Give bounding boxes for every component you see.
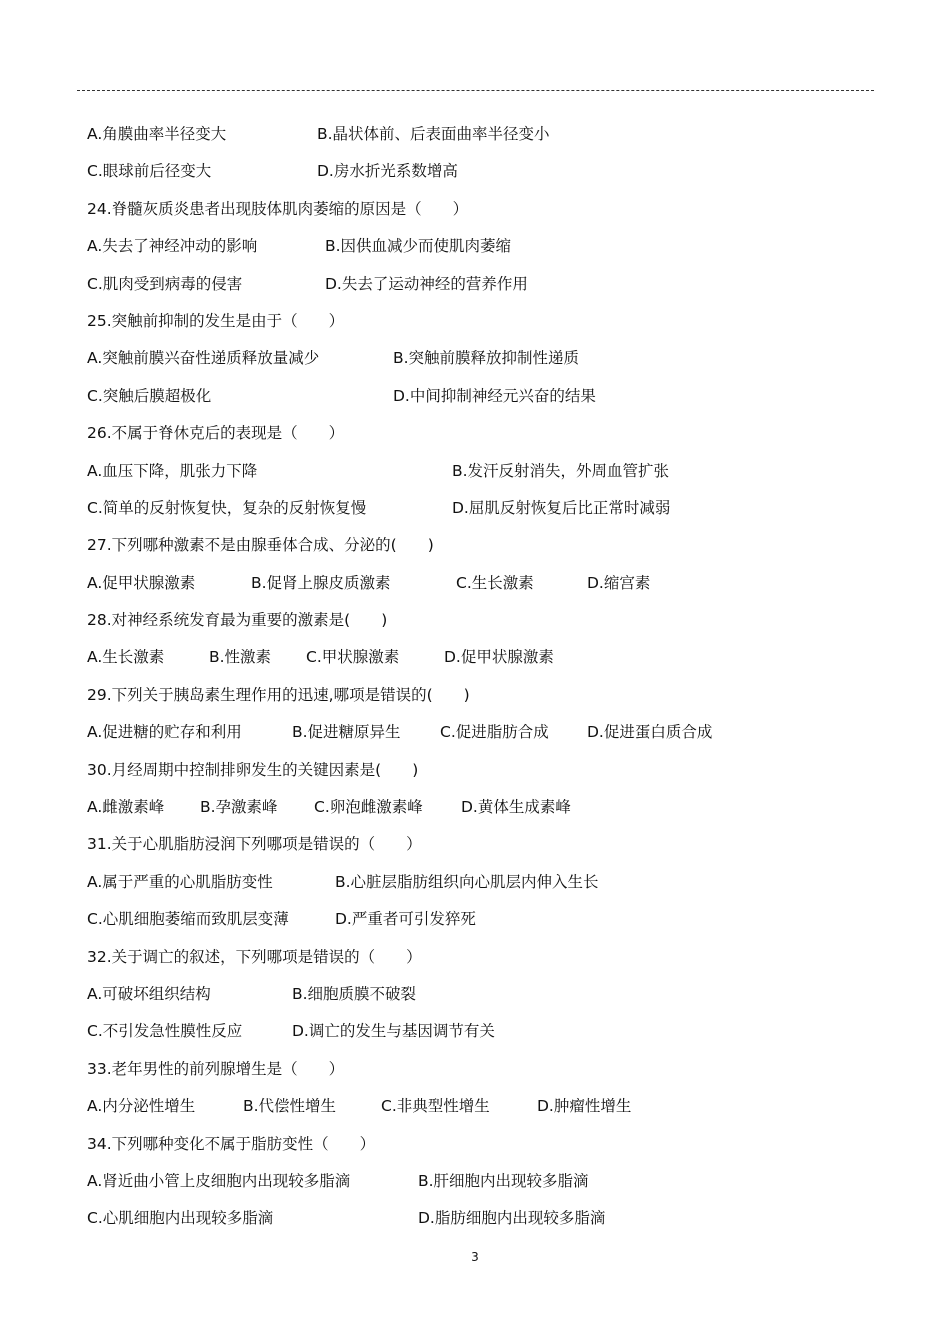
option-row bbox=[87, 789, 877, 826]
option: A.内分泌性增生 bbox=[87, 1097, 196, 1116]
question-stem: 24.脊髓灰质炎患者出现肢体肌肉萎缩的原因是（ ） bbox=[87, 199, 469, 218]
option: B.性激素 bbox=[209, 648, 272, 667]
option: B.细胞质膜不破裂 bbox=[292, 984, 417, 1003]
option: D.调亡的发生与基因调节有关 bbox=[292, 1022, 495, 1041]
option: C.不引发急性膜性反应 bbox=[87, 1022, 243, 1041]
option: B.促肾上腺皮质激素 bbox=[251, 573, 391, 592]
option: D.屈肌反射恢复后比正常时减弱 bbox=[452, 498, 671, 517]
option-row bbox=[87, 714, 877, 751]
option-row bbox=[87, 1163, 877, 1200]
question-stem: 29.下列关于胰岛素生理作用的迅速,哪项是错误的( ) bbox=[87, 685, 470, 704]
option: C.突触后膜超极化 bbox=[87, 386, 212, 405]
option-row bbox=[87, 340, 877, 377]
question-stem: 27.下列哪种激素不是由腺垂体合成、分泌的( ) bbox=[87, 536, 434, 555]
option: C.非典型性增生 bbox=[381, 1097, 490, 1116]
question-stem: 32.关于调亡的叙述，下列哪项是错误的（ ） bbox=[87, 947, 422, 966]
question-stem: 28.对神经系统发育最为重要的激素是( ) bbox=[87, 611, 388, 630]
option: B.心脏层脂肪组织向心肌层内伸入生长 bbox=[335, 872, 599, 891]
option: B.促进糖原异生 bbox=[292, 723, 401, 742]
option: B.晶状体前、后表面曲率半径变小 bbox=[317, 125, 550, 143]
header-rule bbox=[77, 90, 874, 91]
option: D.失去了运动神经的营养作用 bbox=[325, 274, 528, 293]
option: C.肌肉受到病毒的侵害 bbox=[87, 274, 243, 293]
page-number: 3 bbox=[471, 1250, 479, 1264]
option-row bbox=[87, 453, 877, 490]
option-row bbox=[87, 228, 877, 265]
option: D.脂肪细胞内出现较多脂滴 bbox=[418, 1209, 606, 1228]
question-stem: 33.老年男性的前列腺增生是（ ） bbox=[87, 1059, 345, 1078]
option-row bbox=[87, 116, 877, 153]
question-list bbox=[87, 116, 877, 1238]
option-row bbox=[87, 976, 877, 1013]
option-row bbox=[87, 153, 877, 190]
option-row bbox=[87, 266, 877, 303]
option-row bbox=[87, 1200, 877, 1237]
option-row bbox=[87, 1088, 877, 1125]
option: C.甲状腺激素 bbox=[306, 648, 400, 667]
option: D.促甲状腺激素 bbox=[444, 648, 554, 667]
option: D.缩宫素 bbox=[587, 573, 651, 592]
option: A.可破坏组织结构 bbox=[87, 984, 211, 1003]
option: A.生长激素 bbox=[87, 648, 165, 667]
option: C.卵泡雌激素峰 bbox=[314, 798, 423, 817]
question-stem: 25.突触前抑制的发生是由于（ ） bbox=[87, 311, 345, 330]
option: A.失去了神经冲动的影响 bbox=[87, 237, 258, 256]
option: C.生长激素 bbox=[456, 573, 534, 592]
option: D.肿瘤性增生 bbox=[537, 1097, 632, 1116]
option: A.肾近曲小管上皮细胞内出现较多脂滴 bbox=[87, 1171, 351, 1190]
option: D.严重者可引发猝死 bbox=[335, 910, 476, 929]
question-stem: 30.月经周期中控制排卵发生的关键因素是( ) bbox=[87, 760, 419, 779]
option-row bbox=[87, 901, 877, 938]
option-row bbox=[87, 864, 877, 901]
option: C.心肌细胞内出现较多脂滴 bbox=[87, 1209, 274, 1228]
option: A.促进糖的贮存和利用 bbox=[87, 723, 242, 742]
option: A.雌激素峰 bbox=[87, 798, 165, 817]
option: A.突触前膜兴奋性递质释放量减少 bbox=[87, 349, 320, 368]
option-row bbox=[87, 490, 877, 527]
question-stem: 26.不属于脊休克后的表现是（ ） bbox=[87, 424, 345, 443]
question-stem: 31.关于心肌脂肪浸润下列哪项是错误的（ ） bbox=[87, 835, 422, 854]
option: C.促进脂肪合成 bbox=[440, 723, 549, 742]
option: D.房水折光系数增高 bbox=[317, 162, 458, 181]
option: B.肝细胞内出现较多脂滴 bbox=[418, 1171, 589, 1190]
option-row bbox=[87, 378, 877, 415]
option: A.属于严重的心肌脂肪变性 bbox=[87, 872, 273, 891]
option: A.促甲状腺激素 bbox=[87, 573, 196, 592]
option-row bbox=[87, 1013, 877, 1050]
question-stem: 34.下列哪种变化不属于脂肪变性（ ） bbox=[87, 1134, 376, 1153]
option: A.角膜曲率半径变大 bbox=[87, 125, 227, 143]
option: D.黄体生成素峰 bbox=[461, 798, 571, 817]
option: B.发汗反射消失，外周血管扩张 bbox=[452, 461, 670, 480]
option: D.中间抑制神经元兴奋的结果 bbox=[393, 386, 596, 405]
option: D.促进蛋白质合成 bbox=[587, 723, 713, 742]
option-row bbox=[87, 565, 877, 602]
option: B.孕激素峰 bbox=[200, 798, 278, 817]
option: C.简单的反射恢复快，复杂的反射恢复慢 bbox=[87, 498, 367, 517]
option: B.代偿性增生 bbox=[243, 1097, 337, 1116]
option-row bbox=[87, 639, 877, 676]
option: C.眼球前后径变大 bbox=[87, 162, 212, 181]
option: A.血压下降，肌张力下降 bbox=[87, 461, 258, 480]
option: B.突触前膜释放抑制性递质 bbox=[393, 349, 580, 368]
option: B.因供血减少而使肌肉萎缩 bbox=[325, 237, 512, 256]
option: C.心肌细胞萎缩而致肌层变薄 bbox=[87, 910, 289, 929]
